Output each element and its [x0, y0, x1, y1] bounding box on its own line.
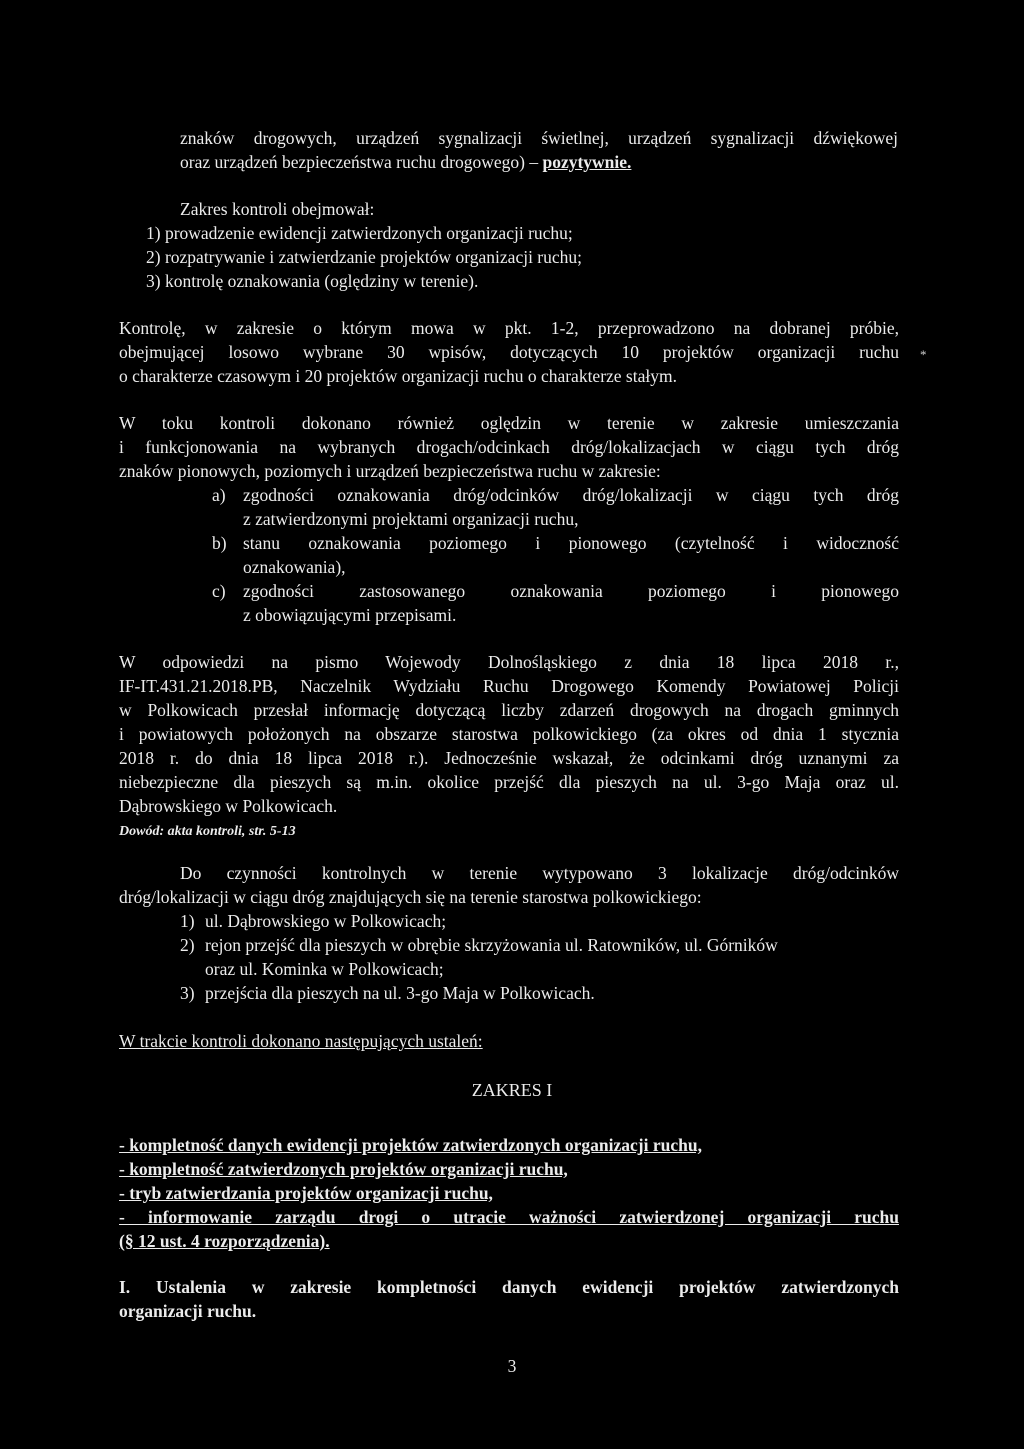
section-topic-2: - kompletność zatwierdzonych projektów organizacji ruchu, — [119, 1159, 568, 1179]
inspection-item-b-line-1: stanu oznakowania poziomego i pionowego (czytelność i widoczność — [243, 533, 899, 553]
intro-line-1: znaków drogowych, urządzeń sygnalizacji świetlnej, urządzeń sygnalizacji dźwiękowej — [180, 128, 898, 148]
field-item-2-line-2: oraz ul. Kominka w Polkowicach; — [205, 959, 444, 979]
reply-line-7: Dąbrowskiego w Polkowicach. — [119, 796, 338, 816]
control-line-1: Kontrolę, w zakresie o którym mowa w pkt. 1-2, przeprowadzono na dobranej próbie, — [119, 318, 899, 338]
intro-verdict: pozytywnie. — [542, 152, 632, 172]
subsection-heading-line-1: I. Ustalenia w zakresie kompletności danych ewidencji projektów zatwierdzonych — [119, 1277, 899, 1297]
reply-line-3: w Polkowicach przesłał informację dotyczącą liczby zdarzeń drogowych na drogach gminnych — [119, 700, 899, 720]
field-item-3-line-1: przejścia dla pieszych na ul. 3-go Maja w Polkowicach. — [205, 983, 595, 1003]
inspection-line-1: W toku kontroli dokonano również oględzin w terenie w zakresie umieszczania — [119, 413, 899, 433]
intro-line-2-text: oraz urządzeń bezpieczeństwa ruchu drogowego) – — [180, 152, 543, 172]
field-line-1: Do czynności kontrolnych w terenie wytypowano 3 lokalizacje dróg/odcinków — [180, 863, 899, 883]
scope-item-2: 2) rozpatrywanie i zatwierdzanie projektów organizacji ruchu; — [146, 247, 583, 267]
inspection-item-c-line-2: z obowiązującymi przepisami. — [243, 605, 457, 625]
inspection-item-c-marker: c) — [212, 581, 226, 601]
section-topic-5: (§ 12 ust. 4 rozporządzenia). — [119, 1231, 330, 1251]
reply-line-5: 2018 r. do dnia 18 lipca 2018 r.). Jednocześnie wskazał, że odcinkami dróg uznanymi za — [119, 748, 899, 768]
scope-heading: Zakres kontroli obejmował: — [180, 199, 375, 219]
field-line-2: dróg/lokalizacji w ciągu dróg znajdujących się na terenie starostwa polkowickiego: — [119, 887, 702, 907]
findings-heading: W trakcie kontroli dokonano następujących ustaleń: — [119, 1031, 483, 1051]
control-line-3: o charakterze czasowym i 20 projektów organizacji ruchu o charakterze stałym. — [119, 366, 677, 386]
reply-line-6: niebezpieczne dla pieszych są m.in. okolice przejść dla pieszych na ul. 3-go Maja oraz ul. — [119, 772, 899, 792]
field-item-2-line-1: rejon przejść dla pieszych w obrębie skrzyżowania ul. Ratowników, ul. Górników — [205, 935, 778, 955]
field-item-2-marker: 2) — [180, 935, 195, 955]
reply-line-1: W odpowiedzi na pismo Wojewody Dolnośląskiego z dnia 18 lipca 2018 r., — [119, 652, 899, 672]
evidence-note: Dowód: akta kontroli, str. 5-13 — [119, 824, 296, 839]
inspection-item-a-marker: a) — [212, 485, 226, 505]
inspection-item-c-line-1: zgodności zastosowanego oznakowania poziomego i pionowego — [243, 581, 899, 601]
field-item-1-marker: 1) — [180, 911, 195, 931]
reply-line-4: i powiatowych położonych na obszarze starostwa polkowickiego (za okres od dnia 1 stycznia — [119, 724, 899, 744]
section-topic-1: - kompletność danych ewidencji projektów zatwierdzonych organizacji ruchu, — [119, 1135, 702, 1155]
section-title: ZAKRES I — [471, 1080, 553, 1100]
inspection-item-a-line-1: zgodności oznakowania dróg/odcinków dróg/lokalizacji w ciągu tych dróg — [243, 485, 899, 505]
field-item-1-line-1: ul. Dąbrowskiego w Polkowicach; — [205, 911, 447, 931]
control-line-2: obejmującej losowo wybrane 30 wpisów, dotyczących 10 projektów organizacji ruchu — [119, 342, 899, 362]
reply-line-2: IF-IT.431.21.2018.PB, Naczelnik Wydziału Ruchu Drogowego Komendy Powiatowej Policji — [119, 676, 899, 696]
section-topic-4: - informowanie zarządu drogi o utracie ważności zatwierdzonej organizacji ruchu — [119, 1207, 899, 1227]
intro-line-2 — [180, 151, 898, 175]
subsection-heading-line-2: organizacji ruchu. — [119, 1301, 257, 1321]
field-item-3-marker: 3) — [180, 983, 195, 1003]
scope-item-3: 3) kontrolę oznakowania (oględziny w terenie). — [146, 271, 479, 291]
scope-item-1: 1) prowadzenie ewidencji zatwierdzonych organizacji ruchu; — [146, 223, 573, 243]
inspection-item-a-line-2: z zatwierdzonymi projektami organizacji ruchu, — [243, 509, 579, 529]
inspection-line-3: znaków pionowych, poziomych i urządzeń bezpieczeństwa ruchu w zakresie: — [119, 461, 661, 481]
inspection-line-2: i funkcjonowania na wybranych drogach/odcinkach dróg/lokalizacjach w ciągu tych dróg — [119, 437, 899, 457]
inspection-item-b-marker: b) — [212, 533, 227, 553]
section-topic-3: - tryb zatwierdzania projektów organizacji ruchu, — [119, 1183, 493, 1203]
margin-mark: * — [920, 347, 927, 362]
inspection-item-b-line-2: oznakowania), — [243, 557, 346, 577]
page-number: 3 — [507, 1356, 517, 1376]
